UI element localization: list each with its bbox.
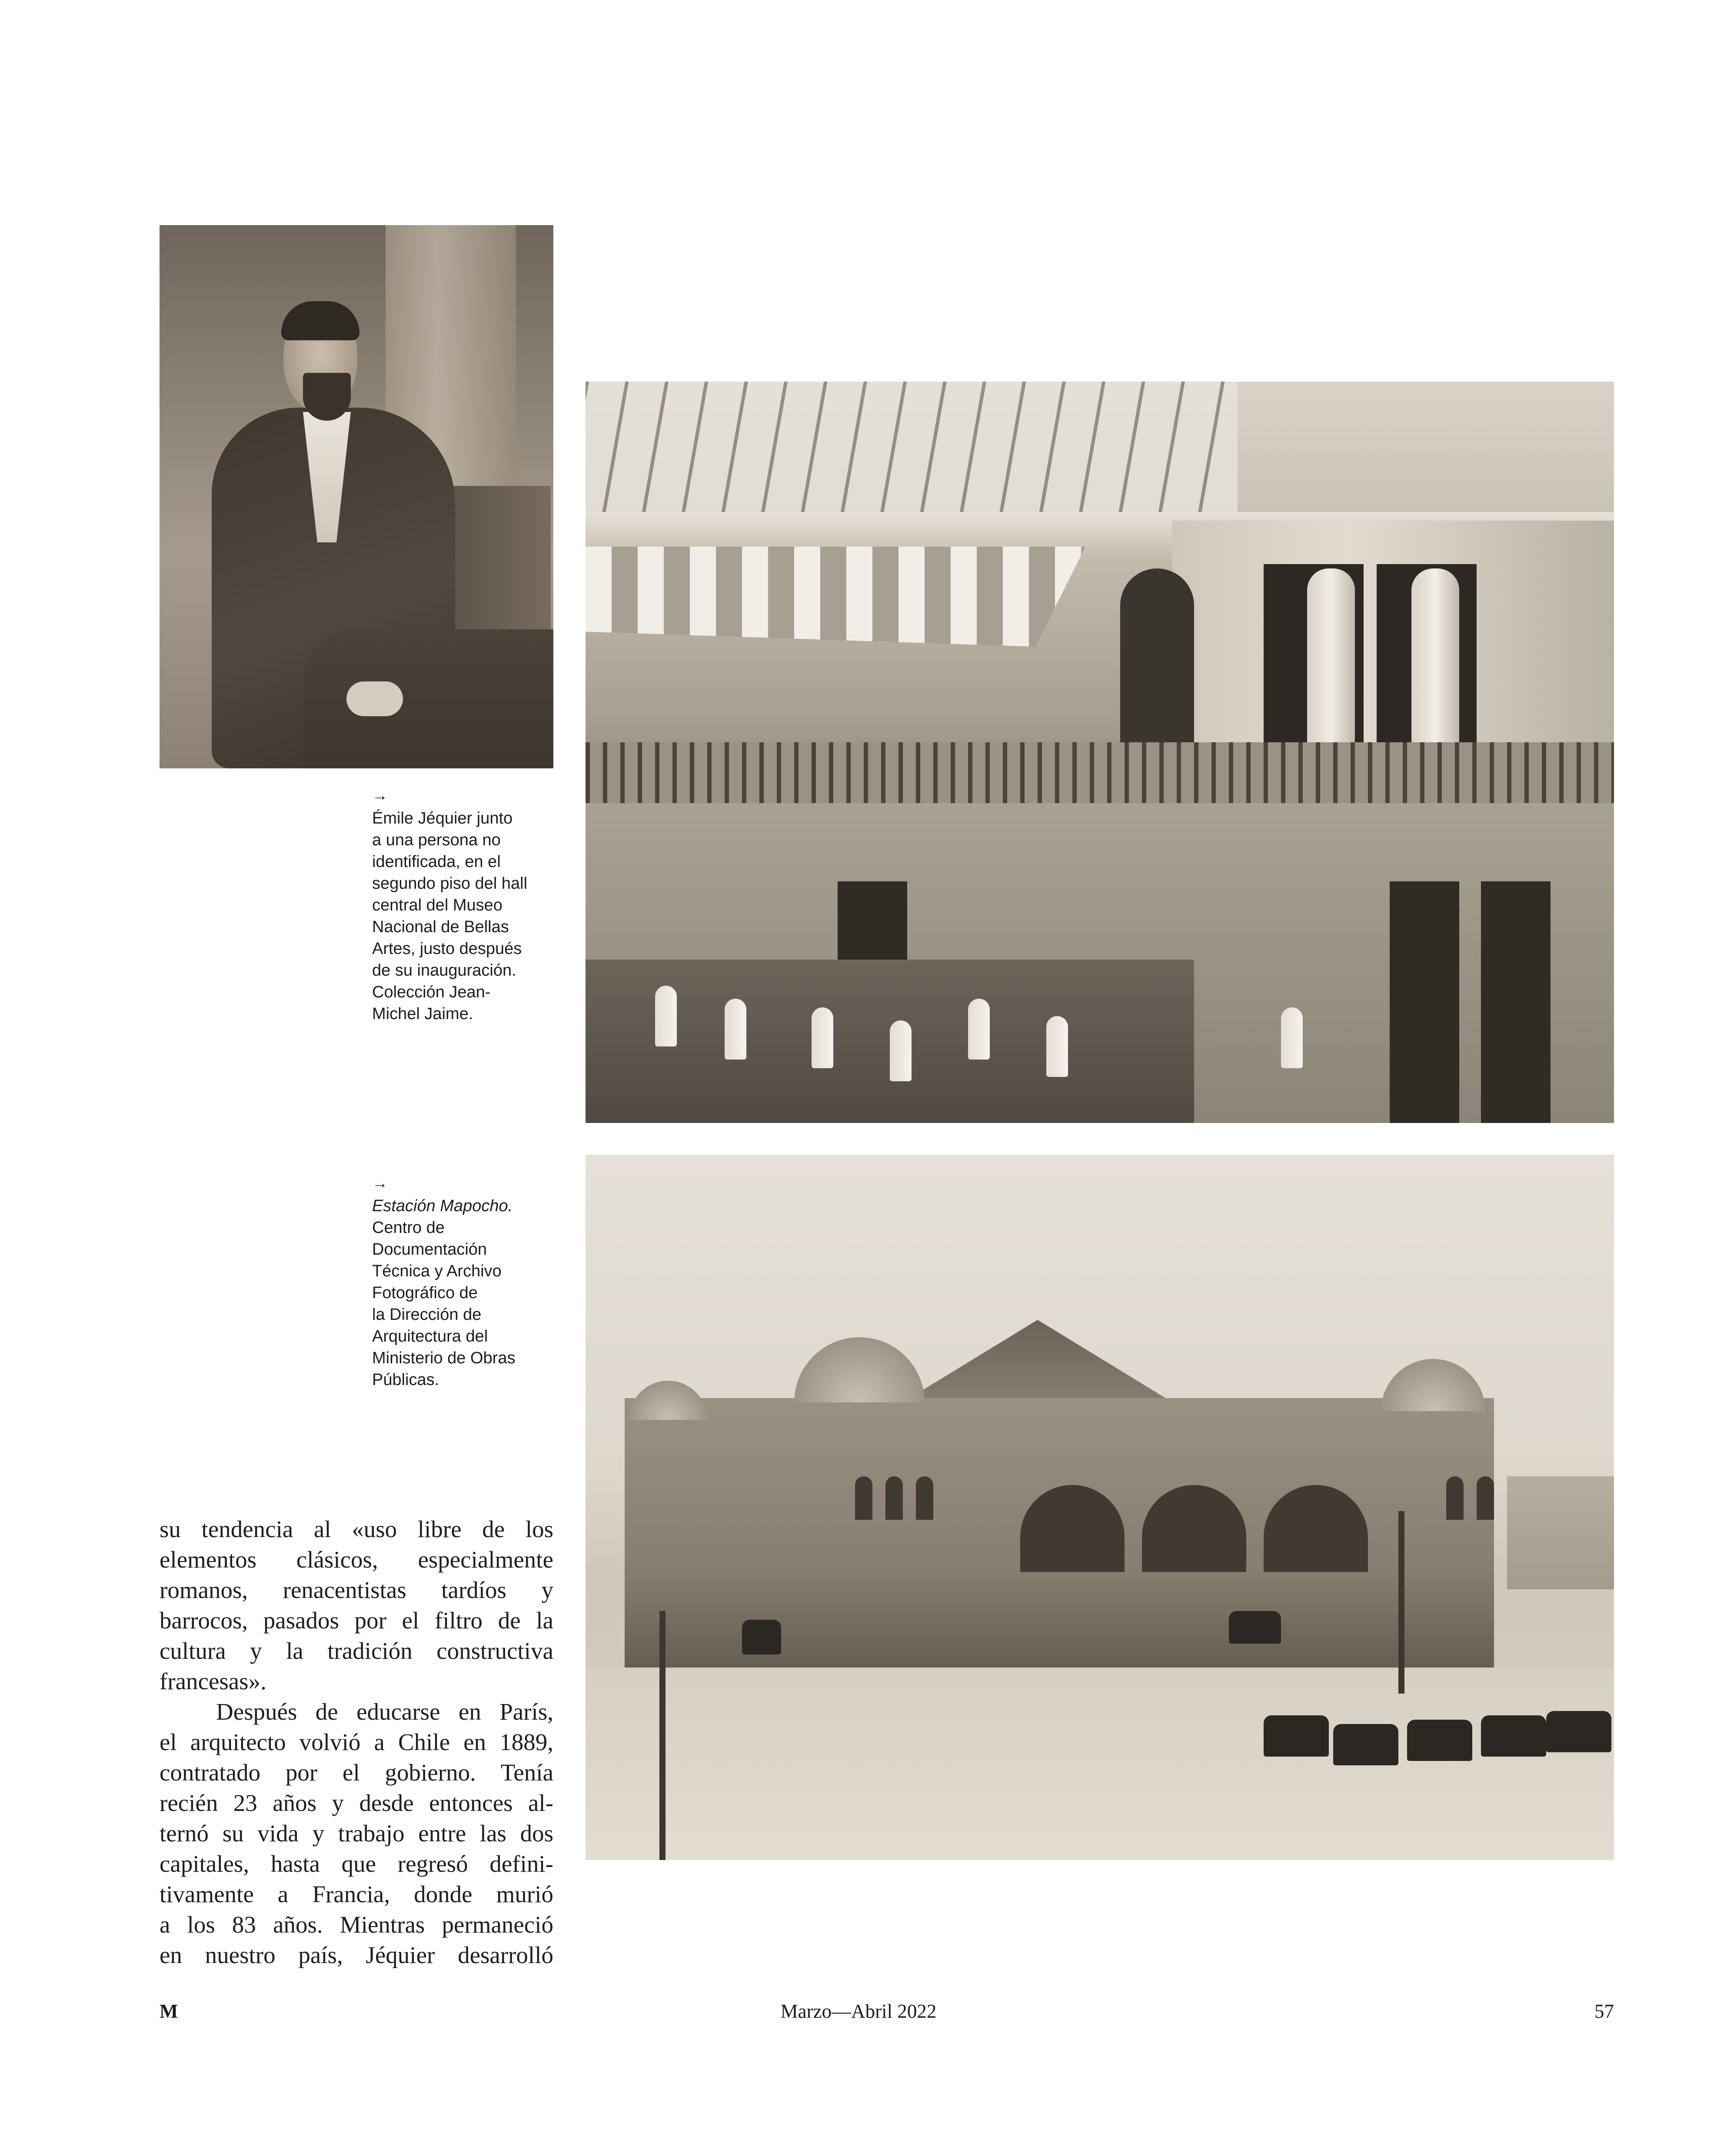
museum-sculpture [655,986,677,1046]
portrait-hair [281,301,359,340]
station-cupola [629,1381,707,1420]
station-lamp-post [1398,1511,1404,1694]
museum-caryatid-statue [1307,568,1355,751]
museum-sculpture [1281,1007,1303,1068]
caption-line: Michel Jaime. [372,1005,473,1023]
museum-photo-caption [372,786,559,1025]
portrait-legs [303,629,553,768]
station-cupola [1381,1359,1485,1411]
body-line: su tendencia al «uso libre de los [160,1516,553,1542]
caption-line: Arquitectura del [372,1327,488,1345]
caption-line: la Dirección de [372,1306,482,1324]
caption-line: Ministerio de Obras [372,1349,516,1367]
station-window [1477,1476,1494,1520]
museum-glass-dome [586,382,1238,525]
museum-caryatid-statue [1411,568,1459,751]
station-side-building [1507,1476,1614,1589]
station-lamp-post [659,1611,666,1860]
body-line: Después de educarse en París, [216,1698,553,1725]
station-window [885,1476,903,1520]
caption-line: Técnica y Archivo [372,1262,502,1280]
caption-line: Centro de [372,1219,445,1237]
station-cupola [794,1337,925,1402]
museum-sculpture [1046,1016,1068,1077]
museum-hall-photo [586,382,1614,1123]
portrait-hand [346,681,403,716]
body-line: contratado por el gobierno. Tenía [160,1759,553,1786]
body-line: francesas». [160,1668,266,1694]
station-car [1333,1724,1398,1765]
issue-date: Marzo—Abril 2022 [780,2000,937,2022]
caption-line: Documentación [372,1240,487,1259]
station-car [1264,1715,1329,1757]
caption-line: central del Museo [372,896,502,914]
station-car [1407,1720,1472,1761]
body-line: capitales, hasta que regresó defini- [160,1850,553,1877]
museum-sculpture [968,999,990,1060]
station-window [916,1476,933,1520]
caption-line: Émile Jéquier junto [372,809,513,827]
body-line: elementos clásicos, especialmente [160,1546,553,1573]
caption-line: segundo piso del hall [372,874,528,893]
station-photo-caption [372,1173,559,1391]
caption-arrow-icon: → [372,786,388,804]
museum-sculpture [890,1020,912,1081]
body-line: el arquitecto volvió a Chile en 1889, [160,1729,553,1755]
caption-line: de su inauguración. [372,961,516,980]
caption-line: a una persona no [372,831,501,849]
body-line: barrocos, pasados por el filtro de la [160,1607,553,1634]
caption-line: Públicas. [372,1371,439,1389]
caption-arrow-icon: → [372,1174,388,1192]
page-number: 57 [1594,2000,1614,2022]
museum-arch [1120,568,1194,751]
magazine-logo: M [160,2000,178,2022]
museum-sculpture [725,999,746,1060]
caption-line: Artes, justo después [372,940,522,958]
station-car [1546,1711,1611,1752]
body-line: tivamente a Francia, donde murió [160,1881,553,1907]
portrait-beard [303,373,351,421]
caption-line: Fotográfico de [372,1284,478,1302]
body-line: romanos, renacentistas tardíos y [160,1577,553,1603]
museum-doorway [1390,881,1459,1123]
museum-sculpture [812,1007,833,1068]
station-car [742,1620,781,1654]
caption-line: Colección Jean- [372,983,491,1001]
body-line: a los 83 años. Mientras permaneció [160,1911,553,1938]
caption-line: Nacional de Bellas [372,918,509,936]
article-body [160,1514,553,1970]
body-line: ternó su vida y trabajo entre las dos [160,1820,553,1847]
station-car [1481,1715,1546,1757]
body-line: recién 23 años y desde entonces al- [160,1790,553,1816]
museum-striped-awning [586,547,1085,647]
portrait-photo [160,225,553,768]
museum-balcony-railing [586,742,1614,803]
caption-title: Estación Mapocho. [372,1197,513,1215]
station-car [1229,1611,1281,1644]
caption-line: identificada, en el [372,853,501,871]
museum-doorway [1481,881,1551,1123]
estacion-mapocho-photo [586,1155,1614,1860]
body-line: en nuestro país, Jéquier desarrolló [160,1942,553,1968]
station-window [855,1476,872,1520]
body-line: cultura y la tradición constructiva [160,1638,553,1664]
station-window [1446,1476,1464,1520]
station-plaza [586,1668,1614,1860]
